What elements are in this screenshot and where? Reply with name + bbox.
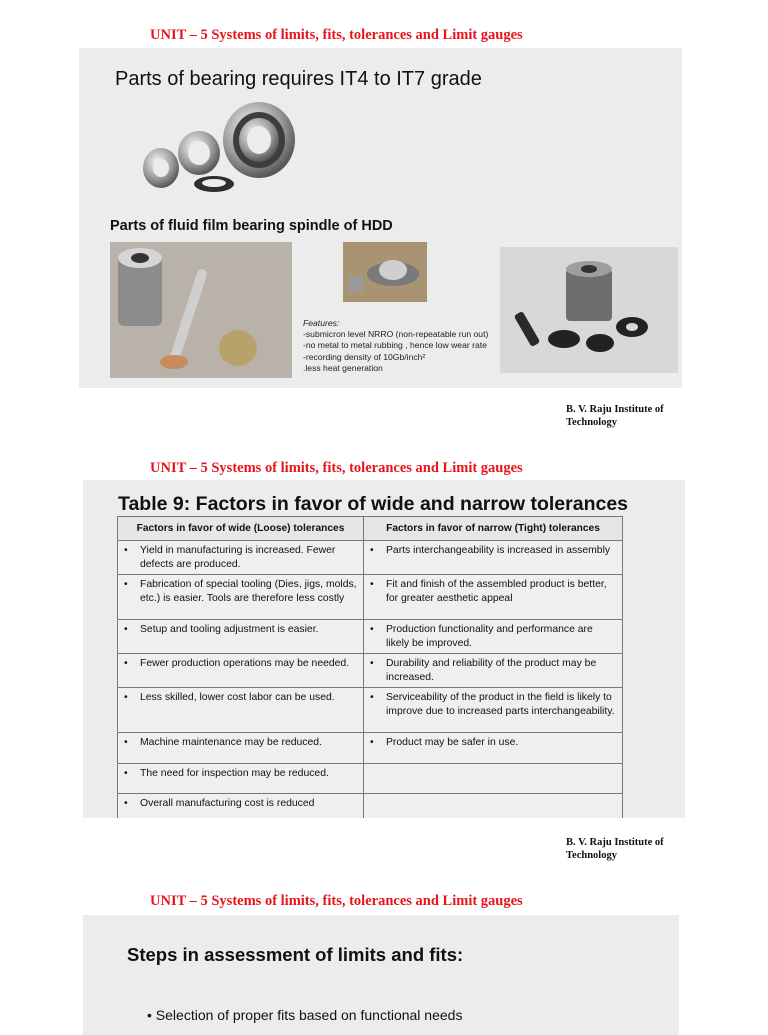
tolerance-factors-table: [117, 516, 623, 818]
column-header: Factors in favor of wide (Loose) tolerances: [118, 517, 364, 541]
bullet-icon: •: [370, 658, 374, 669]
slide-heading: Table 9: Factors in favor of wide and narrow tolerances: [118, 493, 629, 515]
feature-line: -submicron level NRRO (non-repeatable run out): [303, 329, 489, 340]
bullet-icon: •: [370, 579, 374, 590]
list-item: [147, 1007, 462, 1023]
table-cell: [364, 764, 623, 794]
table-row: [118, 733, 623, 764]
spindle-assembly-photo: [343, 242, 427, 302]
table-row: [118, 541, 623, 575]
bullet-icon: •: [124, 798, 128, 809]
slide-bearing-parts: [79, 48, 682, 388]
slide-heading: Parts of bearing requires IT4 to IT7 grade: [115, 68, 482, 90]
ball-bearings-photo: [137, 88, 297, 198]
bearing-components-photo: [500, 247, 678, 373]
cell-text: Less skilled, lower cost labor can be used.: [140, 692, 335, 703]
table-cell: [118, 764, 364, 794]
bullet-icon: •: [124, 624, 128, 635]
table-cell: [118, 733, 364, 764]
table-cell: [118, 620, 364, 654]
table-row: [118, 794, 623, 819]
cell-text: Production functionality and performance are likely be improved.: [386, 624, 593, 649]
table-cell: [118, 541, 364, 575]
bullet-icon: •: [147, 1007, 156, 1023]
cell-text: Machine maintenance may be reduced.: [140, 737, 322, 748]
column-header: Factors in favor of narrow (Tight) tolerances: [364, 517, 623, 541]
table-row: [118, 654, 623, 688]
table-cell: [118, 575, 364, 620]
cell-text: Serviceability of the product in the field is likely to improve due to increased parts interchangeability.: [386, 692, 615, 717]
institute-footer: B. V. Raju Institute of Technology: [566, 404, 664, 428]
institute-footer: B. V. Raju Institute of Technology: [566, 837, 664, 861]
table-cell: [118, 654, 364, 688]
features-list: [303, 318, 488, 374]
slide-tolerance-table: [83, 480, 685, 818]
cell-text: Durability and reliability of the product may be increased.: [386, 658, 597, 683]
table-cell: [364, 575, 623, 620]
feature-line: .less heat generation: [303, 362, 383, 373]
cell-text: Yield in manufacturing is increased. Fewer defects are produced.: [140, 545, 336, 570]
cell-text: The need for inspection may be reduced.: [140, 768, 329, 779]
slide-limits-fits-steps: [83, 915, 679, 1035]
bullet-icon: •: [124, 692, 128, 703]
table-row: [118, 764, 623, 794]
table-cell: [364, 620, 623, 654]
table-cell: [364, 688, 623, 733]
cell-text: Overall manufacturing cost is reduced: [140, 798, 315, 809]
bullet-icon: •: [124, 579, 128, 590]
table-cell: [364, 794, 623, 819]
bullet-icon: •: [370, 737, 374, 748]
features-title: Features:: [303, 318, 340, 328]
unit-title: UNIT – 5 Systems of limits, fits, tolerances and Limit gauges: [150, 27, 523, 43]
cell-text: Parts interchangeability is increased in assembly: [386, 545, 611, 556]
feature-line: -no metal to metal rubbing , hence low wear rate: [303, 340, 487, 351]
table-cell: [364, 541, 623, 575]
feature-line: -recording density of 10Gb/inch²: [303, 351, 426, 362]
cell-text: Product may be safer in use.: [386, 737, 519, 748]
bullet-icon: •: [124, 545, 128, 556]
unit-title: UNIT – 5 Systems of limits, fits, tolerances and Limit gauges: [150, 460, 523, 476]
slide-heading: Steps in assessment of limits and fits:: [127, 944, 464, 965]
bullet-icon: •: [124, 658, 128, 669]
cell-text: Fabrication of special tooling (Dies, jigs, molds, etc.) is easier. Tools are therefore less costly: [140, 579, 357, 604]
spindle-shaft-photo: [110, 242, 292, 378]
unit-title: UNIT – 5 Systems of limits, fits, tolerances and Limit gauges: [150, 893, 523, 909]
table-header-row: [118, 517, 623, 541]
cell-text: Fewer production operations may be needed.: [140, 658, 350, 669]
table-row: [118, 575, 623, 620]
bullet-icon: •: [370, 624, 374, 635]
table-cell: [118, 688, 364, 733]
bullet-icon: •: [124, 737, 128, 748]
slide-subheading: Parts of fluid film bearing spindle of HDD: [110, 218, 393, 234]
table-cell: [364, 654, 623, 688]
bullet-icon: •: [370, 545, 374, 556]
cell-text: Fit and finish of the assembled product is better, for greater aesthetic appeal: [386, 579, 607, 604]
table-row: [118, 620, 623, 654]
table-row: [118, 688, 623, 733]
bullet-icon: •: [124, 768, 128, 779]
cell-text: Setup and tooling adjustment is easier.: [140, 624, 319, 635]
table-cell: [364, 733, 623, 764]
table-cell: [118, 794, 364, 819]
bullet-icon: •: [370, 692, 374, 703]
list-item-text: Selection of proper fits based on functional needs: [155, 1007, 463, 1023]
